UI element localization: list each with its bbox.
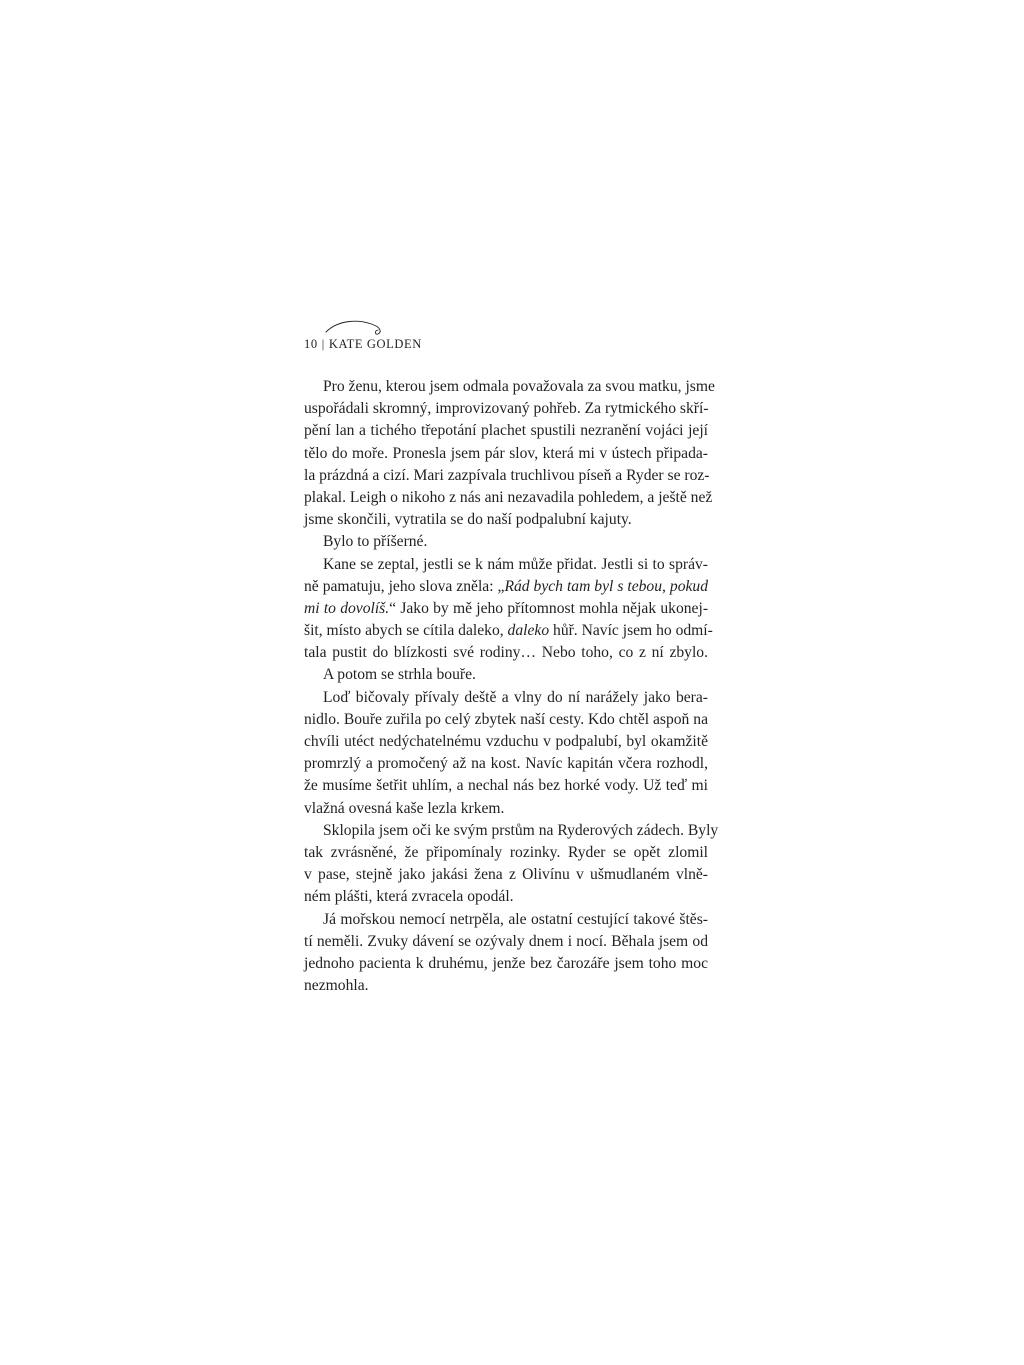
text-segment: uspořádali skromný, improvizovaný pohřeb. Za rytmického skří- <box>304 400 709 418</box>
text-line <box>304 509 708 531</box>
text-segment: tala pustit do blízkosti své rodiny… Nebo toho, co z ní zbylo. <box>304 644 708 662</box>
italic-text: Rád bych tam byl s tebou, pokud <box>504 577 709 595</box>
text-line <box>304 775 708 797</box>
text-segment: tělo do moře. Pronesla jsem pár slov, která mi v ústech připada- <box>304 444 708 462</box>
text-line <box>304 731 708 753</box>
text-segment: Kane se zeptal, jestli se k nám může přidat. Jestli si to správ- <box>323 555 708 573</box>
paragraph-first-line <box>304 664 708 686</box>
page-number: 10 <box>304 337 318 351</box>
flourish-ornament <box>320 318 390 338</box>
text-segment: jsme skončili, vytratila se do naší podpalubní kajuty. <box>304 511 632 529</box>
text-line <box>304 487 713 509</box>
paragraph-first-line <box>304 376 715 398</box>
text-line <box>304 753 708 775</box>
text-line <box>304 465 708 487</box>
text-line <box>304 620 713 642</box>
text-segment: nezmohla. <box>304 977 369 995</box>
text-line <box>304 420 708 442</box>
text-segment: nidlo. Bouře zuřila po celý zbytek naší cesty. Kdo chtěl aspoň na <box>304 710 708 728</box>
text-segment: la prázdná a cizí. Mari zazpívala truchlivou píseň a Ryder se roz- <box>304 466 710 484</box>
text-line <box>304 931 708 953</box>
text-segment: promrzlý a promočený až na kost. Navíc kapitán včera rozhodl, <box>304 755 708 773</box>
text-segment: Loď bičovaly přívaly deště a vlny do ní narážely jako bera- <box>323 688 708 706</box>
paragraph-first-line <box>304 687 708 709</box>
text-line <box>304 842 708 864</box>
text-segment: A potom se strhla bouře. <box>323 666 476 684</box>
text-segment: Sklopila jsem oči ke svým prstům na Ryderových zádech. Byly <box>323 821 719 839</box>
paragraph-first-line <box>304 909 708 931</box>
text-segment: šit, místo abych se cítila daleko, <box>304 622 508 640</box>
text-line <box>304 642 708 664</box>
italic-text: daleko <box>507 622 550 640</box>
text-line <box>304 398 708 420</box>
author-name: KATE GOLDEN <box>328 337 422 351</box>
text-segment: pění lan a tichého třepotání plachet spustili nezranění vojáci její <box>304 422 708 440</box>
text-segment: ně pamatuju, jeho slova zněla: „ <box>304 577 505 595</box>
text-line <box>304 576 708 598</box>
text-segment: ném plášti, která zvracela opodál. <box>304 888 514 906</box>
paragraph-first-line <box>304 531 708 553</box>
text-segment: Pro ženu, kterou jsem odmala považovala za svou matku, jsme <box>323 378 715 395</box>
text-segment: jednoho pacienta k druhému, jenže bez čarozáře jsem toho moc <box>304 954 708 972</box>
text-segment: hůř. Navíc jsem ho odmí- <box>549 622 713 640</box>
text-line <box>304 864 708 886</box>
text-segment: že musíme šetřit uhlím, a nechal nás bez horké vody. Už teď mi <box>304 777 708 795</box>
header-separator: | <box>321 337 325 351</box>
text-segment: plakal. Leigh o nikoho z nás ani nezavadila pohledem, a ještě než <box>304 488 713 506</box>
text-segment: Já mořskou nemocí netrpěla, ale ostatní cestující takové štěs- <box>323 910 708 928</box>
text-line <box>304 886 708 908</box>
text-segment: tí neměli. Zvuky dávení se ozývaly dnem i nocí. Běhala jsem od <box>304 932 708 950</box>
running-head <box>304 328 422 352</box>
text-segment: v pase, stejně jako jakási žena z Olivínu v ušmudlaném vlně- <box>304 866 708 884</box>
text-segment: Bylo to příšerné. <box>323 533 428 551</box>
text-segment: tak zvrásněné, že připomínaly rozinky. Ryder se opět zlomil <box>304 843 708 861</box>
chapter-text <box>304 376 719 997</box>
text-line <box>304 798 708 820</box>
text-line <box>304 975 708 997</box>
text-segment: chvíli utéct nedýchatelnému vzduchu v podpalubí, byl okamžitě <box>304 733 708 750</box>
text-line <box>304 709 708 731</box>
paragraph-first-line <box>304 820 719 842</box>
paragraph-first-line <box>304 554 708 576</box>
text-line <box>304 443 708 465</box>
text-line <box>304 953 708 975</box>
text-segment: vlažná ovesná kaše lezla krkem. <box>304 799 505 817</box>
text-line <box>304 598 708 620</box>
text-segment: “ Jako by mě jeho přítomnost mohla nějak ukonej- <box>389 599 709 617</box>
italic-text: mi to dovolíš. <box>304 599 390 617</box>
